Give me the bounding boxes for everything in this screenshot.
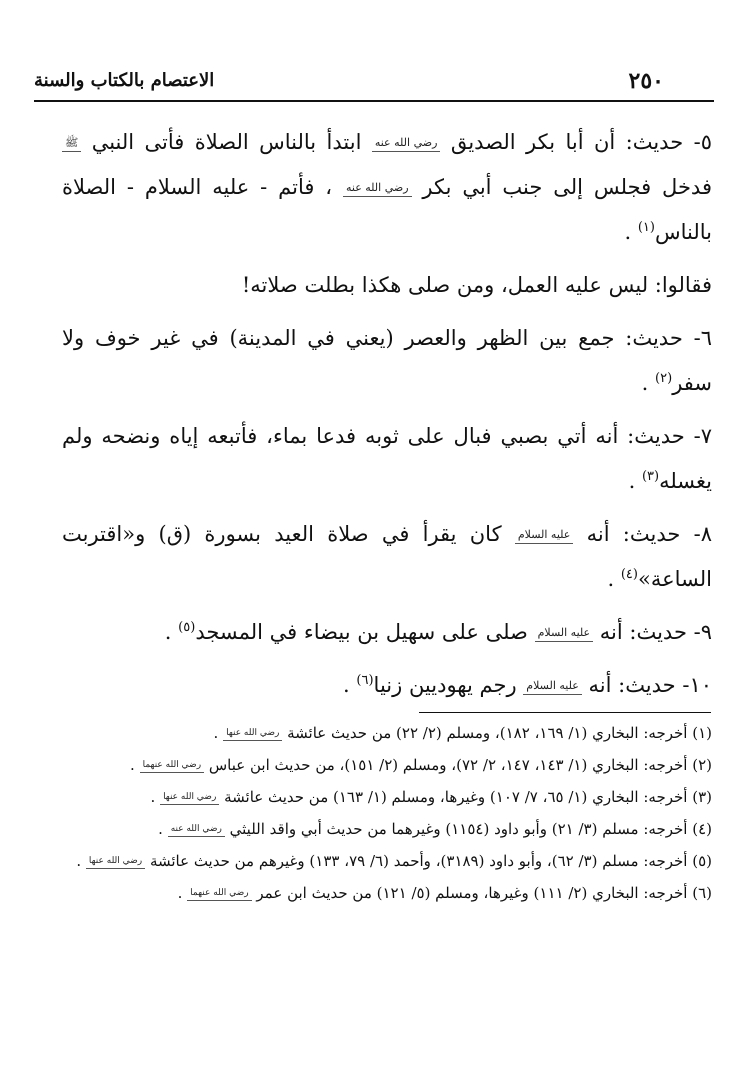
text-segment: ٨- حديث: أنه — [586, 522, 712, 546]
honorific-radiya-f-glyph: رضي الله عنها — [160, 791, 219, 805]
text-segment: (٢) أخرجه: البخاري (١/ ١٤٣، ١٤٧، ٢/ ٧٢)، ومسلم (٢/ ١٥١)، من حديث ابن عباس — [208, 756, 712, 774]
footnote-1 — [62, 718, 712, 748]
text-segment: . — [641, 371, 649, 395]
page-number: ٢٥٠ — [628, 68, 664, 94]
text-segment: . — [158, 820, 163, 838]
footnote-ref[interactable]: (١) — [637, 220, 655, 235]
honorific-radiya-glyph: رضي الله عنه — [372, 135, 441, 152]
text-segment: ٧- حديث: أنه أتي بصبي فبال على ثوبه فدعا بماء، فأتبعه إياه ونضحه ولم يغسله — [62, 424, 712, 493]
hadith-9 — [62, 610, 712, 655]
footnote-3 — [62, 782, 712, 812]
text-segment: ١٠- حديث: أنه — [588, 673, 712, 697]
text-segment: . — [213, 724, 219, 742]
text-segment: . — [164, 620, 172, 644]
hadith-10 — [62, 663, 712, 708]
text-segment: (٥) أخرجه: مسلم (٣/ ٦٢)، وأبو داود (٣١٨٩)، وأحمد (٦/ ٧٩، ١٣٣) وغيرهم من حديث عائشة — [149, 852, 712, 870]
text-segment: ابتدأ بالناس الصلاة فأتى النبي — [91, 130, 362, 154]
page-header — [34, 66, 714, 102]
text-segment: كان يقرأ في صلاة العيد بسورة (ق) و«اقتربت الساعة» — [62, 522, 712, 591]
text-segment: ٩- حديث: أنه — [599, 620, 712, 644]
text-segment: . — [607, 567, 615, 591]
footnote-4 — [62, 814, 712, 844]
hadith-7 — [62, 414, 712, 504]
objection-line — [62, 263, 712, 308]
honorific-radiya-f-glyph: رضي الله عنها — [223, 727, 282, 741]
footnote-2 — [62, 750, 712, 780]
footnote-6 — [62, 878, 712, 908]
text-segment: . — [628, 469, 636, 493]
text-segment: (٦) أخرجه: البخاري (٢/ ١١١) وغيرها، ومسلم (٥/ ١٢١) من حديث ابن عمر — [256, 884, 712, 902]
text-segment: . — [177, 884, 183, 902]
hadith-6 — [62, 316, 712, 406]
text-segment: . — [150, 788, 156, 806]
honorific-radiya-f-glyph: رضي الله عنها — [86, 855, 145, 869]
footnote-ref[interactable]: (٣) — [641, 469, 660, 484]
text-segment: ٦- حديث: جمع بين الظهر والعصر (يعني في المدينة) في غير خوف ولا سفر — [62, 326, 712, 395]
honorific-radiya-glyph: رضي الله عنه — [343, 180, 412, 197]
footnote-ref[interactable]: (٢) — [655, 371, 673, 386]
honorific-radiya-2-glyph: رضي الله عنهما — [187, 887, 251, 901]
text-segment: صلى على سهيل بن بيضاء في المسجد — [195, 620, 528, 644]
text-segment: فدخل فجلس إلى جنب أبي بكر — [422, 175, 712, 199]
text-segment: (٤) أخرجه: مسلم (٣/ ٢١) وأبو داود (١١٥٤) وغيرهما من حديث أبي واقد الليثي — [229, 820, 712, 838]
text-segment: . — [130, 756, 135, 774]
text-segment: . — [343, 673, 350, 697]
text-segment: رجم يهوديين زنيا — [373, 673, 517, 697]
footnote-divider — [419, 712, 711, 713]
hadith-5 — [62, 120, 712, 255]
footnotes — [62, 718, 712, 910]
honorific-radiya-2-glyph: رضي الله عنهما — [140, 759, 204, 773]
honorific-alayhi-glyph: عليه السلام — [535, 625, 594, 642]
footnote-ref[interactable]: (٥) — [178, 620, 196, 635]
text-segment: فقالوا: ليس عليه العمل، ومن صلى هكذا بطلت صلاته! — [241, 273, 712, 297]
footnote-ref[interactable]: (٦) — [356, 673, 374, 688]
text-segment: (٣) أخرجه: البخاري (١/ ٦٥، ٧/ ١٠٧) وغيرها، ومسلم (١/ ١٦٣) من حديث عائشة — [224, 788, 712, 806]
text-segment: . — [624, 220, 632, 244]
text-segment: ، فأتم - عليه السلام - الصلاة بالناس — [62, 175, 712, 244]
main-text — [62, 120, 712, 708]
hadith-8 — [62, 512, 712, 602]
honorific-salla-glyph: ﷺ — [62, 135, 81, 152]
text-segment: . — [76, 852, 82, 870]
footnote-5 — [62, 846, 712, 876]
running-title: الاعتصام بالكتاب والسنة — [34, 70, 215, 91]
footnote-ref[interactable]: (٤) — [620, 567, 638, 582]
text-segment: ٥- حديث: أن أبا بكر الصديق — [450, 130, 712, 154]
honorific-alayhi-glyph: عليه السلام — [515, 527, 574, 544]
honorific-radiya-glyph: رضي الله عنه — [168, 823, 225, 837]
honorific-alayhi-glyph: عليه السلام — [523, 678, 582, 695]
text-segment: (١) أخرجه: البخاري (١/ ١٦٩، ١٨٢)، ومسلم (٢/ ٢٢) من حديث عائشة — [287, 724, 712, 742]
